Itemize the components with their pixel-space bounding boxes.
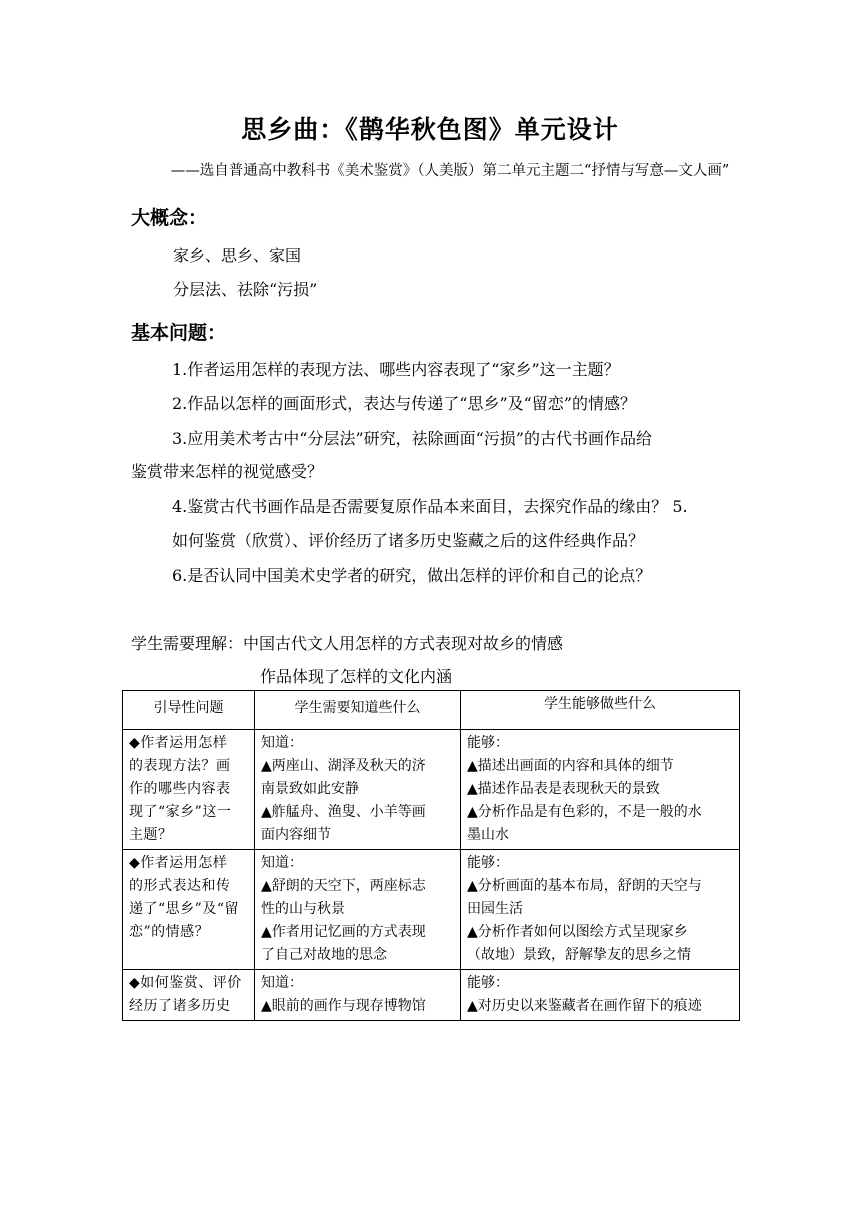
question-line: 1.作者运用怎样的表现方法、哪些内容表现了“家乡”这一主题？: [172, 360, 620, 379]
question-line: 4.鉴赏古代书画作品是否需要复原作品本来面目，去探究作品的缘由？ 5.: [172, 497, 688, 516]
can-do-cell: 能够： ▲对历史以来鉴藏者在画作留下的痕迹: [461, 970, 740, 1021]
table-row: [123, 970, 740, 1021]
unit-design-table: [122, 690, 740, 1021]
table-header-row: [123, 691, 740, 730]
document-title: 思乡曲：《鹊华秋色图》单元设计: [241, 115, 619, 144]
table-row: [123, 850, 740, 970]
question-line: 如何鉴赏（欣赏）、评价经历了诸多历史鉴藏之后的这件经典作品？: [172, 531, 645, 550]
can-do-cell: 能够： ▲描述出画面的内容和具体的细节 ▲描述作品表是表现秋天的景致 ▲分析作品是有色彩的，不是一般的水 墨山水: [461, 730, 740, 850]
table-row: [123, 730, 740, 850]
table-header-cell: 引导性问题: [123, 691, 255, 730]
basic-questions-heading: 基本问题：: [131, 322, 227, 344]
understanding-line: 学生需要理解：中国古代文人用怎样的方式表现对故乡的情感: [131, 634, 564, 653]
table-header-cell: 学生能够做些什么: [461, 691, 740, 730]
question-line: 6.是否认同中国美术史学者的研究，做出怎样的评价和自己的论点？: [172, 566, 652, 585]
guiding-question-cell: ◆作者运用怎样 的表现方法？画 作的哪些内容表 现了“家乡”这一 主题？: [123, 730, 255, 850]
know-cell: 知道： ▲舒朗的天空下，两座标志 性的山与秋景 ▲作者用记忆画的方式表现 了自己对故地的思念: [255, 850, 461, 970]
know-cell: 知道： ▲两座山、湖泽及秋天的济 南景致如此安静 ▲舴艋舟、渔叟、小羊等画 面内容细节: [255, 730, 461, 850]
can-do-cell: 能够： ▲分析画面的基本布局，舒朗的天空与 田园生活 ▲分析作者如何以图绘方式呈现家乡 （故地）景致，舒解挚友的思乡之情: [461, 850, 740, 970]
document-subtitle: ——选自普通高中教科书《美术鉴赏》（人美版）第二单元主题二“抒情与写意—文人画”: [170, 163, 730, 179]
guiding-question-cell: ◆作者运用怎样 的形式表达和传 递了“思乡”及“留 恋”的情感？: [123, 850, 255, 970]
question-line: 3.应用美术考古中“分层法”研究，祛除画面“污损”的古代书画作品给: [172, 429, 652, 448]
big-concept-line: 分层法、祛除“污损”: [173, 280, 318, 299]
question-line: 2.作品以怎样的画面形式，表达与传递了“思乡”及“留恋”的情感？: [172, 394, 636, 413]
know-cell: 知道： ▲眼前的画作与现存博物馆: [255, 970, 461, 1021]
question-line: 鉴赏带来怎样的视觉感受？: [131, 462, 324, 481]
guiding-question-cell: ◆如何鉴赏、评价 经历了诸多历史: [123, 970, 255, 1021]
big-concept-heading: 大概念：: [131, 207, 208, 229]
understanding-line: 作品体现了怎样的文化内涵: [260, 667, 453, 686]
table-header-cell: 学生需要知道些什么: [255, 691, 461, 730]
big-concept-line: 家乡、思乡、家国: [173, 246, 302, 265]
